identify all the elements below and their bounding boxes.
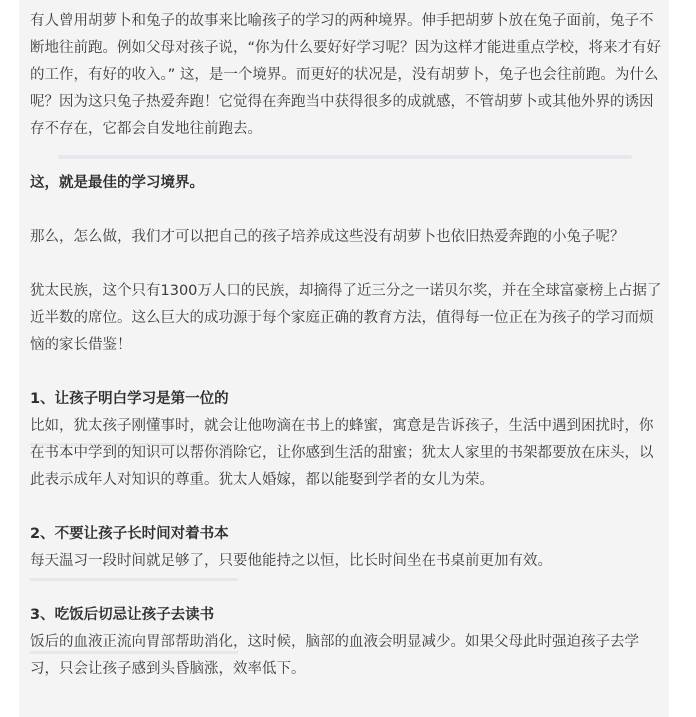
section-heading-2: 2、不要让孩子长时间对着书本	[30, 526, 229, 542]
section-heading-1: 1、让孩子明白学习是第一位的	[30, 391, 229, 407]
paragraph-jewish-nation: 犹太民族，这个只有1300万人口的民族，却摘得了近三分之一诺贝尔奖，并在全球富豪榜上占据了近半数的席位。这么巨大的成功源于每个家庭正确的教育方法，值得每一位正在为孩子的学习而烦恼的家长借鉴！	[30, 283, 662, 353]
section-body-2: 每天温习一段时间就足够了，只要他能持之以恒，比长时间坐在书桌前更加有效。	[30, 553, 552, 569]
article-content	[30, 8, 662, 683]
section-heading-3: 3、吃饭后切忌让孩子去读书	[30, 607, 215, 623]
paragraph-carrot-rabbit: 有人曾用胡萝卜和兔子的故事来比喻孩子的学习的两种境界。伸手把胡萝卜放在兔子面前，兔子不断地往前跑。例如父母对孩子说，“你为什么要好好学习呢？因为这样才能进重点学校，将来才有好的工作，有好的收入。” 这，是一个境界。而更好的状况是，没有胡萝卜，兔子也会往前跑。为什么呢？因为这只兔子热爱奔跑！它觉得在奔跑当中获得很多的成就感，不管胡萝卜或其他外界的诱因存不存在，它都会自发地往前跑去。	[30, 13, 662, 137]
best-learning-state: 这，就是最佳的学习境界。	[30, 175, 204, 191]
section-body-1: 比如，犹太孩子刚懂事时，就会让他吻滴在书上的蜂蜜，寓意是告诉孩子，生活中遇到困扰时，你在书本中学到的知识可以帮你消除它，让你感到生活的甜蜜；犹太人家里的书架都要放在床头，以此表示成年人对知识的尊重。犹太人婚嫁，都以能娶到学者的女儿为荣。	[30, 418, 654, 488]
paragraph-question: 那么，怎么做，我们才可以把自己的孩子培养成这些没有胡萝卜也依旧热爱奔跑的小兔子呢？	[30, 229, 625, 245]
section-body-3: 饭后的血液正流向胃部帮助消化，这时候，脑部的血液会明显减少。如果父母此时强迫孩子去学习，只会让孩子感到头昏脑涨，效率低下。	[30, 634, 639, 677]
